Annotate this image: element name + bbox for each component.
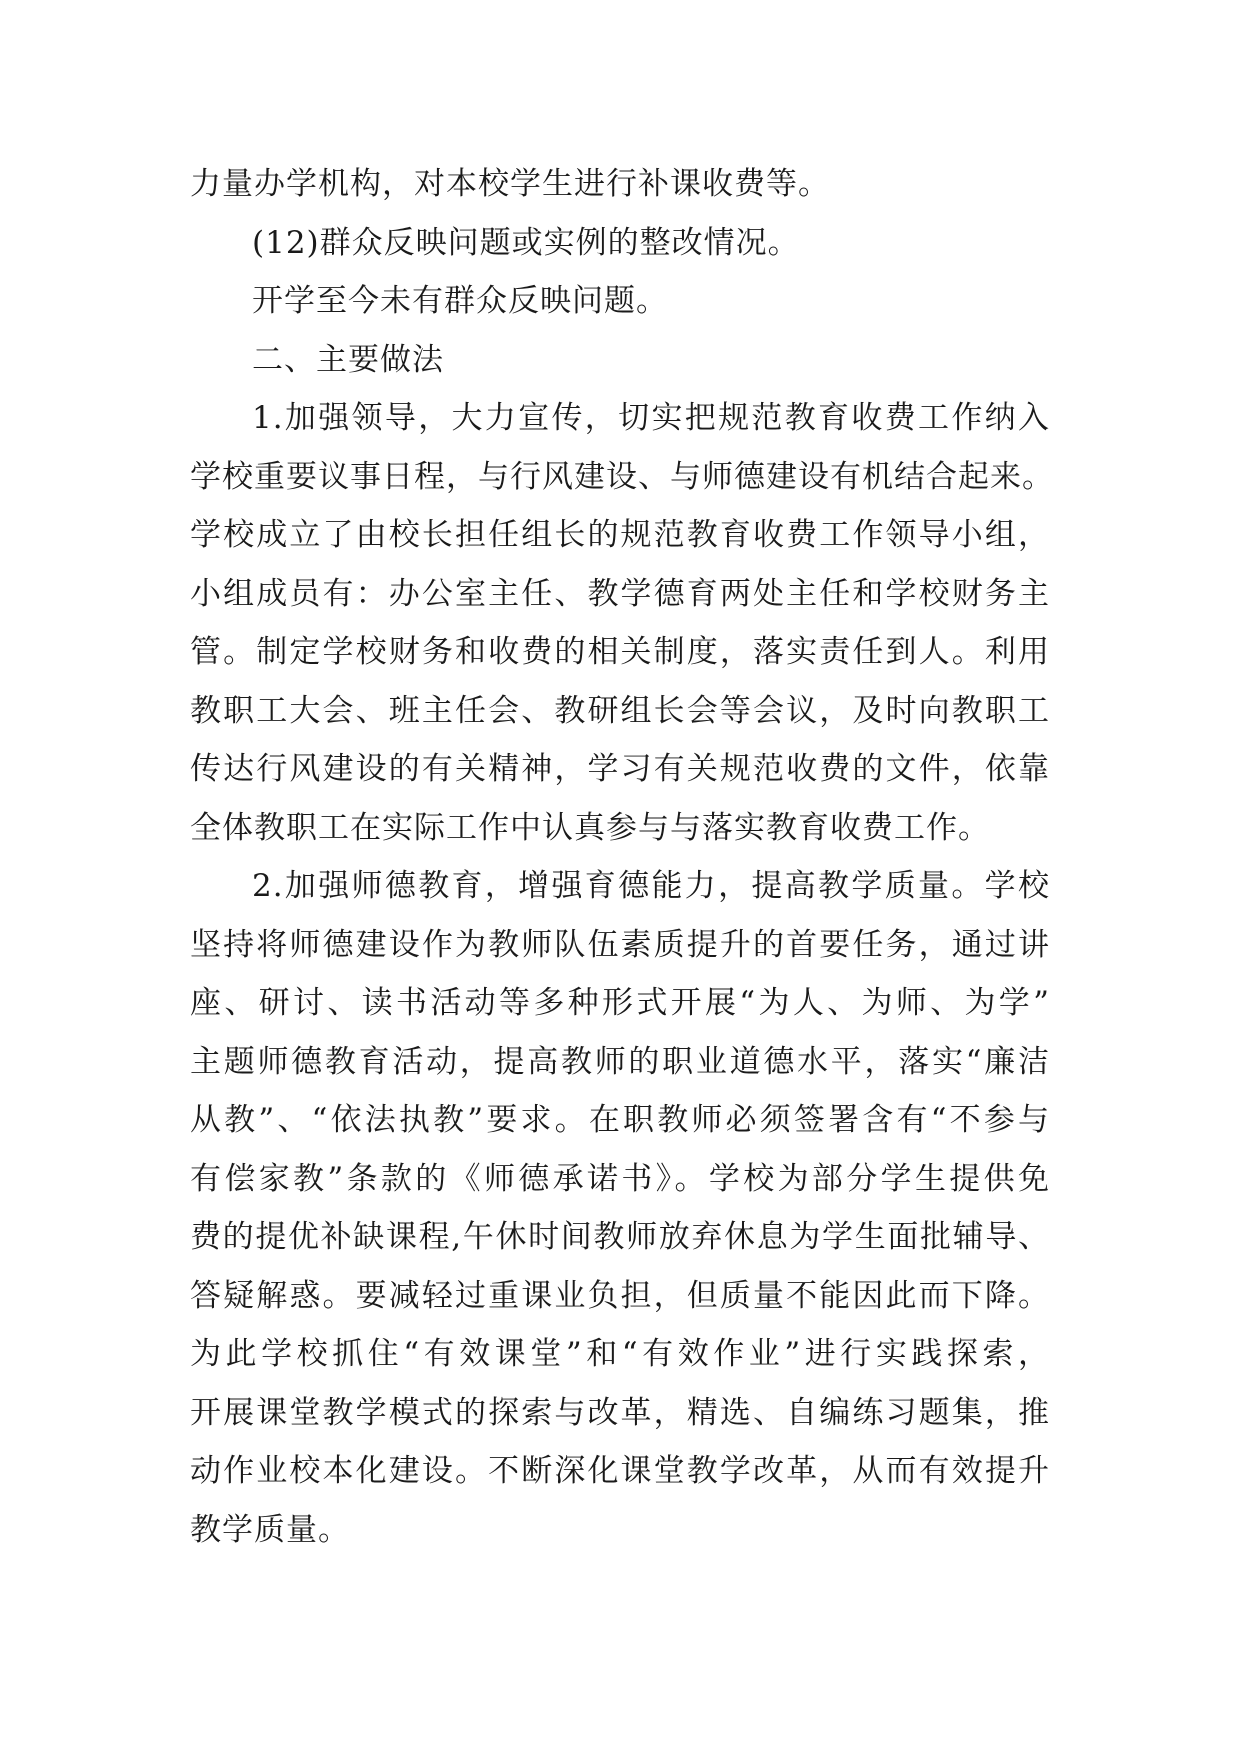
text-line: 主题师德教育活动，提高教师的职业道德水平，落实“廉洁 [190, 1043, 1050, 1080]
text-line: 动作业校本化建设。不断深化课堂教学改革，从而有效提升 [190, 1453, 1050, 1489]
text-line: 答疑解惑。要减轻过重课业负担，但质量不能因此而下降。 [190, 1277, 1050, 1314]
text-line: 坚持将师德建设作为教师队伍素质提升的首要任务，通过讲 [190, 926, 1050, 963]
text-line: 教学质量。 [190, 1511, 350, 1548]
text-line: 从教”、“依法执教”要求。在职教师必须签署含有“不参与 [190, 1102, 1050, 1138]
text-line: (12)群众反映问题或实例的整改情况。 [252, 224, 800, 261]
text-line: 力量办学机构，对本校学生进行补课收费等。 [190, 166, 830, 202]
text-line: 有偿家教”条款的《师德承诺书》。学校为部分学生提供免 [190, 1160, 1050, 1197]
text-line: 管。制定学校财务和收费的相关制度，落实责任到人。利用 [190, 634, 1050, 670]
text-line: 教职工大会、班主任会、教研组长会等会议，及时向教职工 [190, 692, 1050, 729]
body-text [190, 155, 1054, 1559]
text-line: 学校重要议事日程，与行风建设、与师德建设有机结合起来。 [190, 458, 1054, 495]
text-line: 小组成员有：办公室主任、教学德育两处主任和学校财务主 [190, 575, 1050, 612]
text-line: 座、研讨、读书活动等多种形式开展“为人、为师、为学” [190, 985, 1050, 1021]
section-heading: 二、主要做法 [252, 341, 444, 378]
text-line: 为此学校抓住“有效课堂”和“有效作业”进行实践探索， [190, 1336, 1050, 1372]
text-line: 开学至今未有群众反映问题。 [252, 283, 668, 319]
text-line: 1.加强领导，大力宣传，切实把规范教育收费工作纳入 [252, 400, 1050, 436]
text-line: 全体教职工在实际工作中认真参与与落实教育收费工作。 [190, 809, 990, 846]
text-line: 开展课堂教学模式的探索与改革，精选、自编练习题集，推 [190, 1394, 1050, 1431]
text-line: 传达行风建设的有关精神，学习有关规范收费的文件，依靠 [190, 751, 1050, 787]
text-line: 2.加强师德教育，增强育德能力，提高教学质量。学校 [252, 868, 1050, 904]
text-line: 学校成立了由校长担任组长的规范教育收费工作领导小组， [190, 517, 1050, 553]
text-line: 费的提优补缺课程,午休时间教师放弃休息为学生面批辅导、 [190, 1219, 1050, 1255]
